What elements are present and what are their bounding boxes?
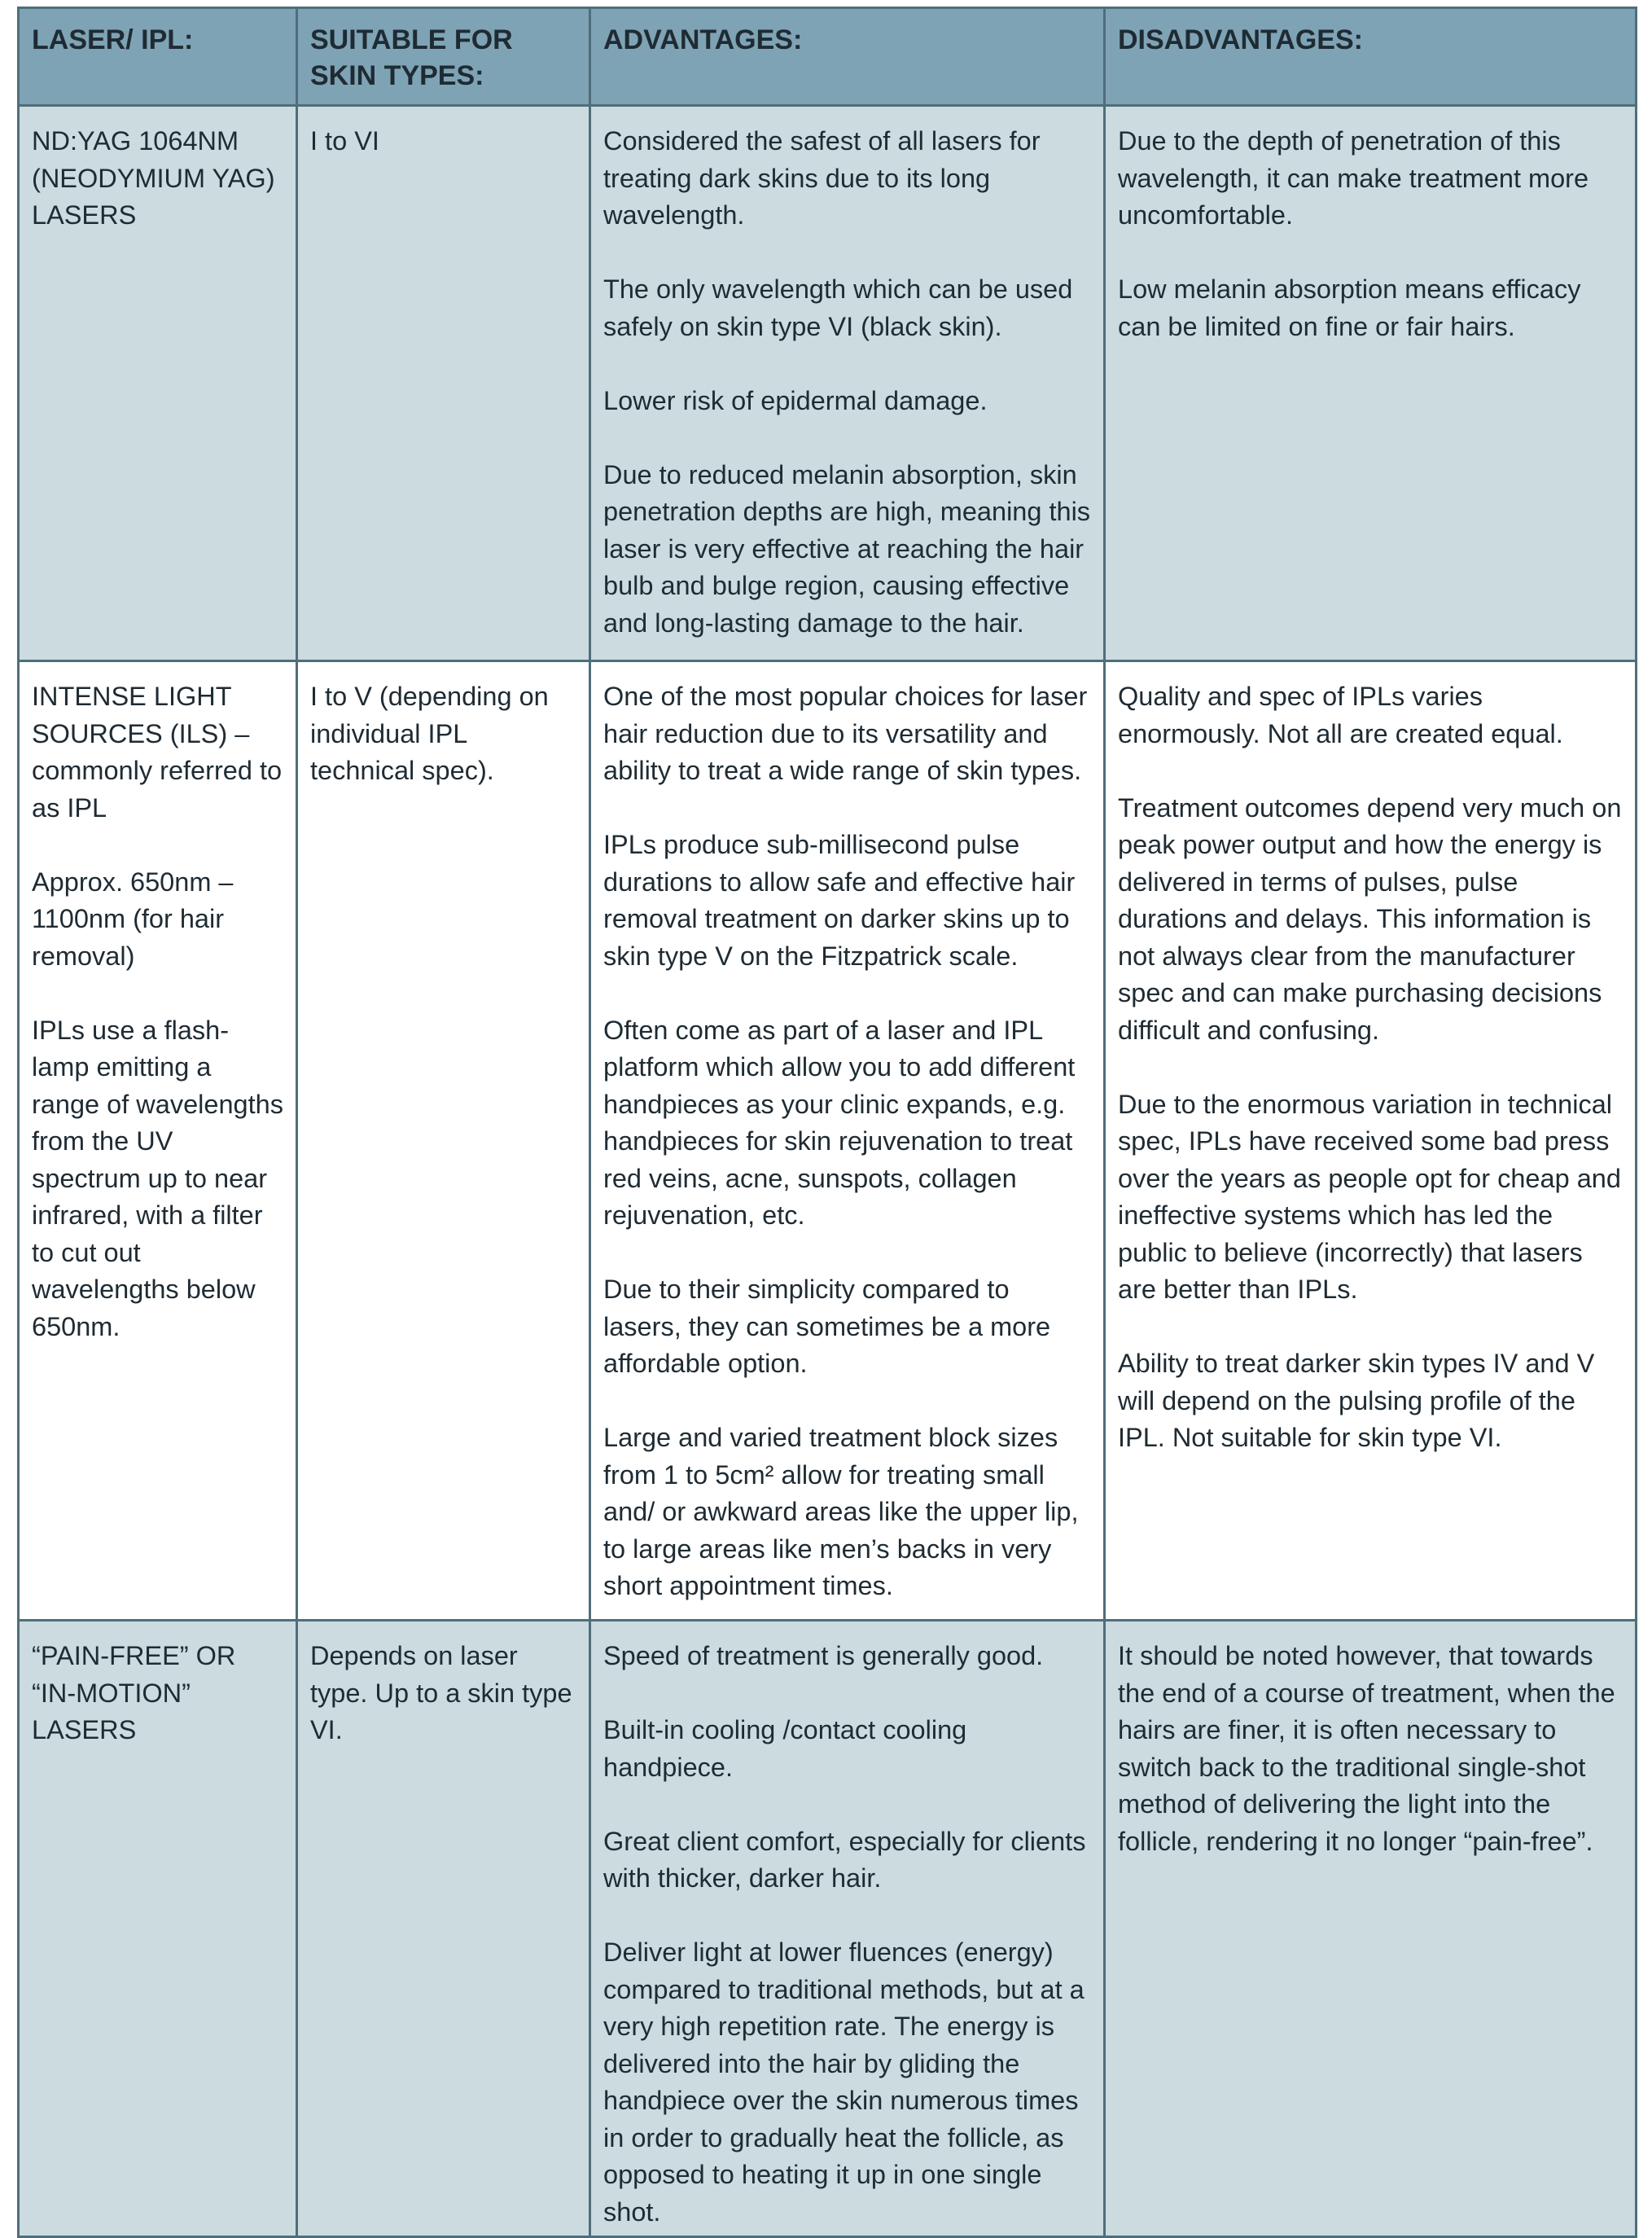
skin-types-text: Depends on laser type. Up to a skin type VI.: [310, 1641, 572, 1744]
disadvantage-text: Due to the depth of penetration of this wavelength, it can make treatment more uncomfortable.: [1118, 126, 1589, 230]
advantage-text: Speed of treatment is generally good.: [603, 1641, 1044, 1670]
skin-types-text: I to V (depending on individual IPL technical spec).: [310, 682, 549, 785]
advantage-text: Often come as part of a laser and IPL platform which allow you to add different handpieces as your clinic expands, e.g. handpieces for skin rejuvenation to treat red veins, acne, sunspots, collagen rejuvenation, etc.: [603, 1015, 1076, 1230]
skin-types-cell: [297, 106, 590, 661]
skin-types-cell: [297, 661, 590, 1621]
laser-cell: [19, 661, 297, 1621]
advantage-text: Large and varied treatment block sizes from 1 to 5cm² allow for treating small and/ or awkward areas like the upper lip, to large areas like men’s backs in very short appointment times.: [603, 1423, 1079, 1600]
disadvantage-text: Treatment outcomes depend very much on peak power output and how the energy is delivered in terms of pulses, pulse durations and delays. This information is not always clear from the manufacturer spec and can make purchasing decisions difficult and confusing.: [1118, 792, 1622, 1045]
header-row: [19, 8, 1637, 106]
advantage-text: IPLs produce sub-millisecond pulse durations to allow safe and effective hair removal treatment on darker skins up to skin type V on the Fitzpatrick scale.: [603, 830, 1076, 971]
laser-cell: [19, 1621, 297, 2237]
advantage-text: Due to their simplicity compared to lasers, they can sometimes be a more affordable option.: [603, 1275, 1051, 1378]
disadvantages-cell: [1105, 661, 1637, 1621]
disadvantage-text: Due to the enormous variation in technical spec, IPLs have received some bad press over the years as people opt for cheap and ineffective systems which has led the public to believe (incorrectly) that lasers are better than IPLs.: [1118, 1089, 1621, 1304]
advantages-cell: [590, 1621, 1105, 2237]
laser-text: Approx. 650nm – 1100nm (for hair removal): [32, 867, 234, 971]
table-row: [19, 106, 1637, 661]
header-skin-types: SUITABLE FOR SKIN TYPES:: [297, 8, 590, 106]
laser-text: IPLs use a flash-lamp emitting a range of wavelengths from the UV spectrum up to near infrared, with a filter to cut out wavelengths below 650nm.: [32, 1015, 283, 1341]
advantage-text: Considered the safest of all lasers for treating dark skins due to its long wavelength.: [603, 126, 1041, 230]
skin-types-cell: [297, 1621, 590, 2237]
disadvantage-text: Ability to treat darker skin types IV and V will depend on the pulsing profile of the IPL. Not suitable for skin type VI.: [1118, 1349, 1595, 1452]
laser-text: “PAIN-FREE” OR “IN-MOTION” LASERS: [32, 1641, 236, 1744]
advantage-text: Lower risk of epidermal damage.: [603, 385, 988, 415]
disadvantage-text: Quality and spec of IPLs varies enormously. Not all are created equal.: [1118, 682, 1563, 748]
header-laser: LASER/ IPL:: [19, 8, 297, 106]
advantages-cell: [590, 106, 1105, 661]
advantages-cell: [590, 661, 1105, 1621]
advantage-text: The only wavelength which can be used safely on skin type VI (black skin).: [603, 274, 1073, 341]
advantage-text: One of the most popular choices for laser hair reduction due to its versatility and ability to treat a wide range of skin types.: [603, 682, 1088, 785]
laser-text: INTENSE LIGHT SOURCES (ILS) – commonly referred to as IPL: [32, 682, 283, 823]
advantage-text: Deliver light at lower fluences (energy) compared to traditional methods, but at a very high repetition rate. The energy is delivered into the hair by gliding the handpiece over the skin numerous times in order to gradually heat the follicle, as opposed to heating it up in one single shot.: [603, 1937, 1085, 2227]
disadvantage-text: Low melanin absorption means efficacy can be limited on fine or fair hairs.: [1118, 274, 1581, 341]
header-advantages: ADVANTAGES:: [590, 8, 1105, 106]
header-disadvantages: DISADVANTAGES:: [1105, 8, 1637, 106]
advantage-text: Built-in cooling /contact cooling handpiece.: [603, 1715, 967, 1782]
laser-text: ND:YAG 1064NM (NEODYMIUM YAG) LASERS: [32, 126, 275, 230]
table-row: [19, 1621, 1637, 2237]
advantage-text: Due to reduced melanin absorption, skin penetration depths are high, meaning this laser is very effective at reaching the hair bulb and bulge region, causing effective and long-lasting damage to the hair.: [603, 459, 1091, 638]
comparison-table: [17, 7, 1637, 2238]
disadvantages-cell: [1105, 106, 1637, 661]
disadvantage-text: It should be noted however, that towards the end of a course of treatment, when the hairs are finer, it is often necessary to switch back to the traditional single-shot method of delivering the light into the follicle, rendering it no longer “pain-free”.: [1118, 1641, 1615, 1856]
disadvantages-cell: [1105, 1621, 1637, 2237]
laser-cell: [19, 106, 297, 661]
skin-types-text: I to VI: [310, 126, 379, 156]
table-row: [19, 661, 1637, 1621]
advantage-text: Great client comfort, especially for clients with thicker, darker hair.: [603, 1826, 1086, 1893]
